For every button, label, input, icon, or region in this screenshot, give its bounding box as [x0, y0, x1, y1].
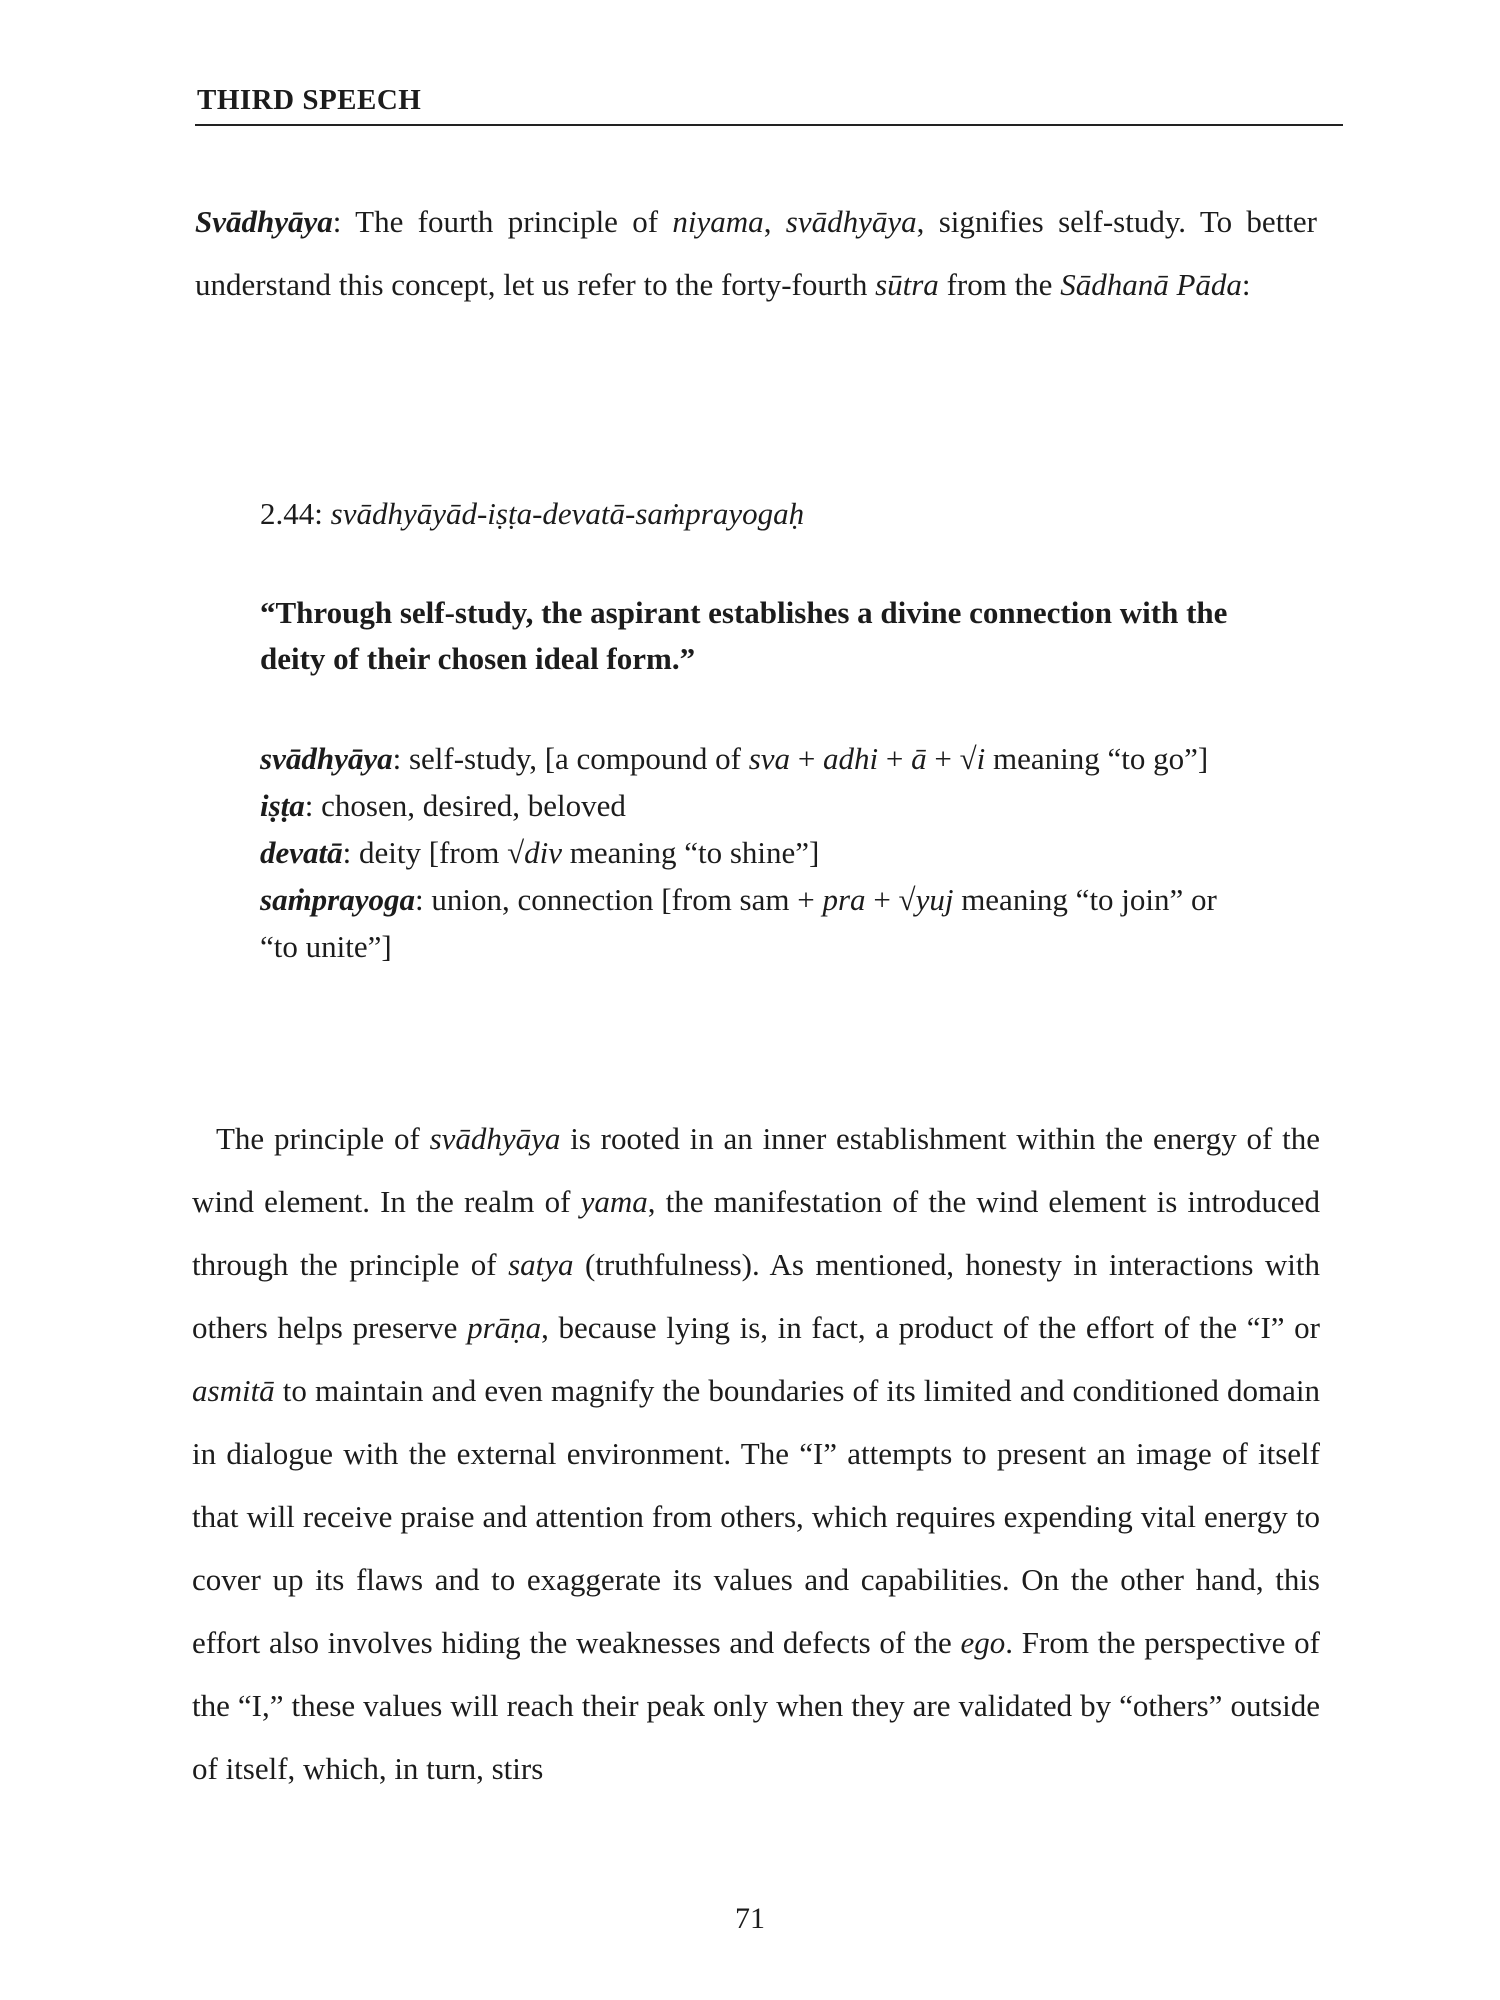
body-segment: (truthfulness). As mentioned, honesty in interactions with others helps preserve — [192, 1247, 1320, 1345]
running-head: THIRD SPEECH — [197, 84, 422, 116]
body-segment: to maintain and even magnify the boundaries of its limited and conditioned domain in dialogue with the external environment. The “I” attempts to present an image of itself that will receive praise and attention from others, which requires expending vital energy to cover up its flaws and to exaggerate its values and capabilities. On the other hand, this effort also involves hiding the weaknesses and defects of the — [192, 1373, 1320, 1660]
sutra-sanskrit: svādhyāyād-iṣṭa-devatā-saṁprayogaḥ — [330, 496, 805, 531]
glossary-segment: div — [524, 835, 562, 870]
glossary-segment: : self-study, [a compound of — [392, 741, 749, 776]
glossary-segment: ā — [911, 741, 927, 776]
glossary-entry — [260, 829, 1260, 876]
glossary-segment: sva — [748, 741, 791, 776]
intro-text-4: from the — [938, 267, 1061, 302]
glossary-entry — [260, 876, 1260, 970]
glossary-entry — [260, 782, 1260, 829]
body-segment: svādhyāya — [429, 1121, 561, 1156]
term-svadhyaya-inline: svādhyāya — [785, 204, 917, 239]
body-segment: is rooted in an inner establishment within the energy of the wind element. In the realm of — [192, 1121, 1321, 1219]
glossary-segment: iṣṭa — [260, 788, 305, 823]
intro-text-5: : — [1241, 267, 1251, 302]
body-segment: satya — [508, 1247, 574, 1282]
glossary — [260, 735, 1260, 970]
glossary-segment: + — [790, 741, 824, 776]
body-segment: ego — [960, 1625, 1006, 1660]
intro-paragraph — [195, 190, 1317, 316]
body-segment: The principle of — [216, 1121, 430, 1156]
page-number: 71 — [735, 1902, 765, 1935]
glossary-segment: meaning “to shine”] — [561, 835, 820, 870]
header-rule — [195, 124, 1343, 126]
glossary-segment: : chosen, desired, beloved — [304, 788, 626, 823]
glossary-segment: : union, connection [from sam + — [415, 882, 823, 917]
glossary-segment: saṁprayoga — [260, 882, 415, 917]
glossary-segment: + √ — [865, 882, 916, 917]
glossary-segment: devatā — [260, 835, 343, 870]
term-sutra: sūtra — [875, 267, 939, 302]
body-segment: prāṇa — [467, 1310, 542, 1345]
glossary-segment: + √ — [926, 741, 977, 776]
intro-text-1: : The fourth principle of — [332, 204, 673, 239]
body-segment: asmitā — [192, 1373, 275, 1408]
term-niyama: niyama — [672, 204, 764, 239]
body-segment: . From the perspective of the “I,” these values will reach their peak only when they are validated by “others” outside of itself, which, in turn, stirs — [192, 1625, 1320, 1786]
glossary-segment: pra — [822, 882, 866, 917]
intro-text-3: , signifies self-study. To better understand this concept, let us refer to the forty-fourth — [195, 204, 1317, 302]
term-sadhana-pada: Sādhanā Pāda — [1060, 267, 1242, 302]
glossary-segment: meaning “to go”] — [985, 741, 1209, 776]
sutra-translation: “Through self-study, the aspirant establishes a divine connection with the deity of their chosen ideal form.” — [260, 595, 1228, 676]
glossary-segment: meaning “to join” or “to unite”] — [260, 882, 1217, 964]
glossary-segment: + — [878, 741, 912, 776]
glossary-segment: i — [976, 741, 986, 776]
glossary-segment: svādhyāya — [260, 741, 393, 776]
glossary-segment: adhi — [823, 741, 879, 776]
term-svadhyaya: Svādhyāya — [195, 204, 333, 239]
body-segment: , the manifestation of the wind element is introduced through the principle of — [192, 1184, 1320, 1282]
glossary-segment: : deity [from √ — [342, 835, 525, 870]
glossary-segment: yuj — [915, 882, 954, 917]
glossary-entry — [260, 735, 1260, 782]
intro-text-2: , — [763, 204, 786, 239]
sutra-number: 2.44: — [260, 496, 331, 531]
body-segment: , because lying is, in fact, a product of the effort of the “I” or — [541, 1310, 1320, 1345]
sutra-reference — [260, 496, 804, 532]
body-paragraph — [192, 1107, 1320, 1800]
body-segment: yama — [580, 1184, 648, 1219]
